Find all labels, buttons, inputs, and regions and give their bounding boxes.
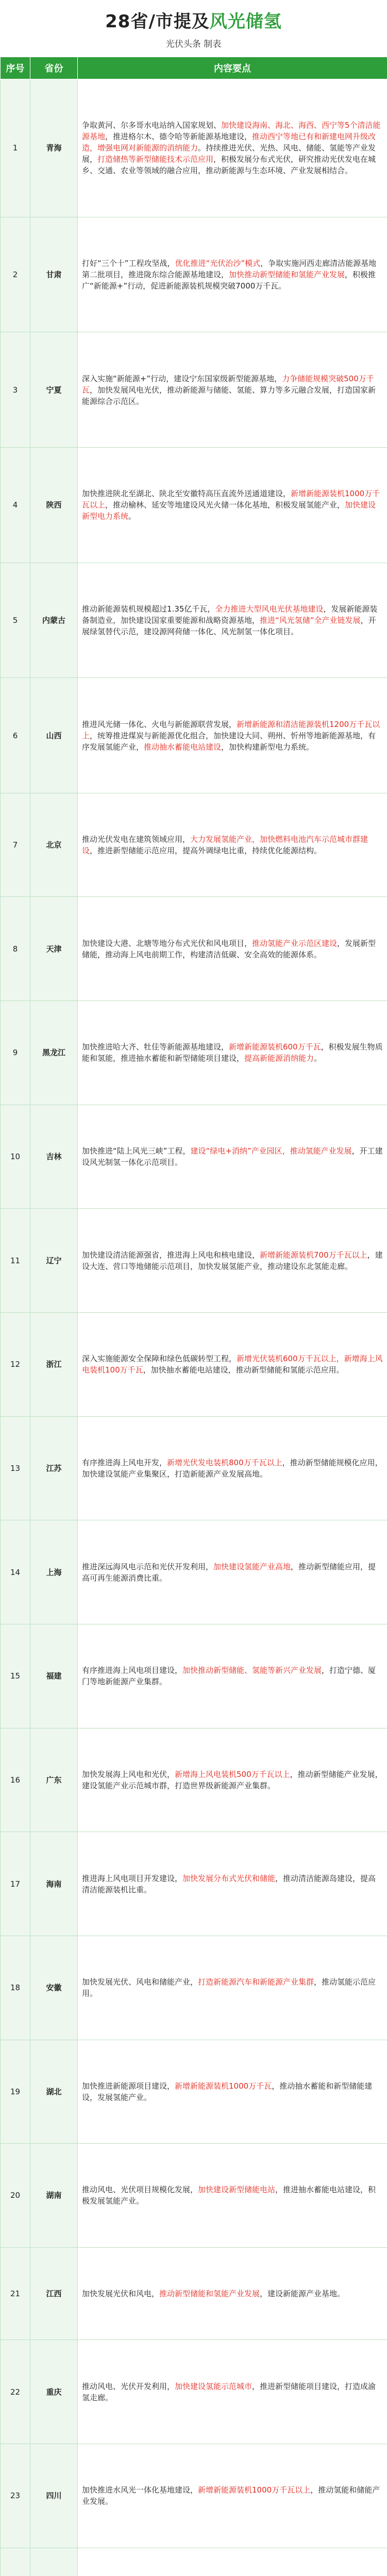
row-content	[78, 678, 387, 793]
row-province: 江苏	[30, 1416, 78, 1520]
content-highlight: 加快建设新型电力系统	[82, 500, 376, 521]
table-row	[1, 1416, 387, 1520]
content-text: 。持续推进光伏、光热、风电、储能、氢能等产业发展，	[82, 143, 376, 164]
content-highlight: 加快建设新型储能电站	[198, 2185, 276, 2195]
content-text: 推进海上风电项目开发建设，	[82, 1873, 183, 1883]
table-row	[1, 217, 387, 332]
content-text: ，统筹推进煤炭与新能源优化组合，加快建设大同、朔州、忻州等地新能源基地，有序发展氢能产业，	[82, 731, 376, 752]
content-text: 加快发展海上风电和光伏，	[82, 1769, 175, 1779]
row-content	[78, 2040, 387, 2144]
content-text: ，开工建设风光制氢一体化示范项目。	[82, 1146, 383, 1167]
table-row	[1, 1728, 387, 1832]
content-highlight: 新增新能源装机1000万千瓦以上	[198, 2485, 311, 2495]
title-highlight: 风光储氢	[209, 11, 282, 32]
table-row	[1, 2340, 387, 2444]
row-index: 2	[1, 217, 30, 332]
row-content	[78, 1001, 387, 1105]
content-highlight: 新增新能源装机1000万千瓦以上	[82, 489, 380, 510]
table-header-row	[1, 57, 387, 79]
row-index: 19	[1, 2040, 30, 2144]
row-content	[78, 897, 387, 1001]
content-text: ，加快发展风电光伏，推动新能源与储能、氢能、算力等多元融合发展，打造国家新能源综合示范区。	[82, 385, 376, 406]
row-content	[78, 563, 387, 678]
table-row	[1, 1936, 387, 2040]
content-text: ，推动氢能示范应用。	[82, 1977, 376, 1998]
row-content	[78, 1209, 387, 1313]
row-content	[78, 1416, 387, 1520]
row-province: 北京	[30, 793, 78, 897]
row-index: 17	[1, 1832, 30, 1936]
row-content	[78, 79, 387, 217]
content-highlight: 加快建设氢能示范城市	[175, 2381, 253, 2391]
content-text: 推动风电、光伏开发利用，	[82, 2381, 175, 2391]
content-highlight: 加快推动新型储能、氢能等新兴产业发展	[182, 1666, 322, 1675]
content-highlight: 加快建设海南、海北、海西、西宁等5个清洁能源基地	[82, 121, 381, 142]
content-highlight: 推进“风光氢储”全产业链发展	[260, 615, 361, 625]
table-row	[1, 332, 387, 448]
content-highlight: 新增新能源装机600万千瓦	[229, 1042, 321, 1052]
row-province: 四川	[30, 2444, 78, 2548]
row-content	[78, 1313, 387, 1417]
content-highlight: 推动新型储能和氢能产业发展	[159, 2289, 260, 2299]
content-text: 深入实施能源安全保障和绿色低碳转型工程，	[82, 1354, 237, 1364]
content-text: 争取黄河、尔多哥水电站纳入国家规划、	[82, 121, 222, 130]
content-highlight: 加快建设氢能产业高地	[213, 1562, 291, 1571]
content-text: 有序推进海上风电项目建设，	[82, 1666, 183, 1675]
content-highlight: 加快发展分布式光伏和储能	[182, 1873, 276, 1883]
row-province: 湖北	[30, 2040, 78, 2144]
content-highlight: 推动抽水蓄能电站建设	[144, 742, 222, 752]
content-highlight: 新增光伏装机600万千瓦以上，新增海上风电装机100万千瓦	[82, 1354, 383, 1375]
content-highlight: 新增新能源装机700万千瓦以上	[260, 1250, 367, 1260]
content-text: ，推进抽水蓄能电站建设，积极发展氢能产业。	[82, 2185, 376, 2206]
row-province: 福建	[30, 1624, 78, 1728]
row-index: 6	[1, 678, 30, 793]
content-highlight: 优化推进“光伏治沙”模式	[175, 258, 261, 268]
table-head	[1, 57, 387, 79]
row-province: 黑龙江	[30, 1001, 78, 1105]
row-province: 陕西	[30, 447, 78, 563]
table-row	[1, 1624, 387, 1728]
table-row	[1, 2247, 387, 2340]
content-text: ，推动新型储能应用，提高可再生能源消费比重。	[82, 1562, 376, 1583]
row-index: 15	[1, 1624, 30, 1728]
column-header-province: 省份	[30, 57, 78, 79]
content-text: ，推进新型储能项目建设，打造成渝氢走廊。	[82, 2381, 376, 2402]
content-highlight: 全力推进大型风电光伏基地建设	[215, 604, 324, 614]
row-province: 青海	[30, 79, 78, 217]
row-index: 1	[1, 79, 30, 217]
content-text: ，建设大连、营口等地储能示范项目，加快发展氢能产业，推动建设东北氢能走廊。	[82, 1250, 383, 1271]
row-content	[78, 447, 387, 563]
content-highlight: 提高新能源消纳能力	[244, 1054, 314, 1063]
content-text: 推进深远海风电示范和光伏开发利用，	[82, 1562, 214, 1571]
row-province: 重庆	[30, 2340, 78, 2444]
content-highlight: 打造储热等新型储能技术示范应用	[97, 155, 214, 164]
content-text: ，推动抽水蓄能和新型储能建设，发展氢能产业。	[82, 2081, 373, 2102]
content-text: 加快推进新能源项目建设，	[82, 2081, 175, 2091]
row-index: 22	[1, 2340, 30, 2444]
content-text: 推动风电、光伏项目规模化发展，	[82, 2185, 198, 2195]
row-index: 23	[1, 2444, 30, 2548]
row-content	[78, 332, 387, 448]
content-text: ，发展新能源装备制造业，加快建设国家重要能源和战略资源基地，	[82, 604, 378, 625]
page-subtitle: 光伏头条 制表	[165, 39, 222, 49]
content-text: 推进风光储一体化、火电与新能源联营发展，	[82, 719, 237, 729]
table-row	[1, 793, 387, 897]
row-content	[78, 1728, 387, 1832]
table-row	[1, 1001, 387, 1105]
content-text: 加快建设大港、北塘等地分布式光伏和风电项目，	[82, 938, 253, 948]
content-text: 加快推进陕北至湖北、陕北至安徽特高压直流外送通道建设，	[82, 489, 291, 499]
row-province: 内蒙古	[30, 563, 78, 678]
content-text: ，推进格尔木、德令哈等新能源基地建设，	[105, 132, 253, 142]
row-province: 浙江	[30, 1313, 78, 1417]
row-province: 江西	[30, 2247, 78, 2340]
content-text: ，推进新型储能示范应用，提高外调绿电比重，持续优化能源结构。	[90, 846, 322, 856]
page-header	[0, 0, 387, 57]
content-text: ，发展新型储能，推动海上风电前期工作，构建清洁低碳、安全高效的能源体系。	[82, 938, 376, 959]
content-text: 加快推进水风光一体化基地建设，	[82, 2485, 198, 2495]
content-highlight: 新增海上风电装机500万千瓦以上	[175, 1769, 290, 1779]
content-text: ，积极推广“新能源+”行动，促进新能源装机规模突破7000万千瓦。	[82, 269, 376, 291]
content-text: 打好“三个十”工程攻坚战，	[82, 258, 175, 268]
table-row	[1, 1520, 387, 1624]
row-index: 7	[1, 793, 30, 897]
content-highlight: 新增新能源装机1000万千瓦	[175, 2081, 272, 2091]
row-index: 14	[1, 1520, 30, 1624]
content-text: 加快建设清洁能源强省，推进海上风电和核电建设，	[82, 1250, 260, 1260]
row-index: 8	[1, 897, 30, 1001]
row-index: 9	[1, 1001, 30, 1105]
content-text: ，推动新型储能产业发展，建设氢能产业示范城市群，打造世界级新能源产业集群。	[82, 1769, 383, 1790]
content-text: 加快发展光伏和风电，	[82, 2289, 160, 2299]
content-text: ，推动氢能和储能产业发展。	[82, 2485, 380, 2506]
content-highlight: 新增光伏发电装机800万千瓦以上	[167, 1458, 282, 1467]
page-title	[0, 0, 387, 32]
table-body	[1, 79, 387, 2576]
row-content	[78, 793, 387, 897]
content-text: 加快推进“陆上风光三峡”工程，	[82, 1146, 191, 1156]
content-text: ，积极发展分布式光伏，研究推动光伏发电在城乡、交通、农业等领域的融合应用，推动新能源与生态环境、产业发展相结合。	[82, 155, 376, 176]
row-content	[78, 1832, 387, 1936]
content-text: ，开展绿氢替代示范，建设源网荷储一体化、风光制氢一体化项目。	[82, 615, 376, 636]
row-index: 4	[1, 447, 30, 563]
content-text: 推动新能源装机规模超过1.35亿千瓦，	[82, 604, 215, 614]
title-prefix: 28省/市提及	[105, 11, 210, 32]
row-content	[78, 2247, 387, 2340]
content-text: ，推动榆林、延安等地建设风光火储一体化基地，积极发展氢能产业，	[105, 500, 345, 510]
content-text: 有序推进海上风电开发，	[82, 1458, 167, 1467]
content-text: ，建设新能源产业基地。	[260, 2289, 345, 2299]
content-highlight: 力争储能规模突破500万千瓦	[82, 374, 374, 395]
row-index: 21	[1, 2247, 30, 2340]
row-content	[78, 1520, 387, 1624]
row-province: 甘肃	[30, 217, 78, 332]
table-row	[1, 2444, 387, 2548]
content-text: 深入实施“新能源+”行动，建设宁东国家级新型能源基地，	[82, 374, 282, 383]
row-province: 上海	[30, 1520, 78, 1624]
content-text: 加快发展光伏、风电和储能产业，	[82, 1977, 198, 1987]
table-row	[1, 2144, 387, 2248]
content-text: ，推动新型储能规模化应用，加快建设氢能产业集聚区，打造新能源产业发展高地。	[82, 1458, 383, 1479]
content-highlight: 建设“绿电+消纳”产业园区，推动氢能产业发展	[190, 1146, 352, 1156]
table-row	[1, 2548, 387, 2576]
content-text: 。	[314, 1054, 322, 1063]
content-text: ，加快抽水蓄能电站建设，推动新型储能和氢能示范应用。	[143, 1365, 344, 1375]
column-header-content: 内容要点	[78, 57, 387, 79]
content-highlight: 加快推动新型储能和氢能产业发展	[229, 269, 345, 279]
provinces-table	[0, 57, 387, 2576]
row-index	[1, 2548, 30, 2576]
content-highlight: 打造新能源汽车和新能源产业集群	[198, 1977, 314, 1987]
content-text: ，积极发展生物质能和氢能，推进抽水蓄能和新型储能项目建设，	[82, 1042, 383, 1063]
content-text: 。	[128, 512, 137, 521]
row-province: 辽宁	[30, 1209, 78, 1313]
row-province: 安徽	[30, 1936, 78, 2040]
row-index: 11	[1, 1209, 30, 1313]
content-text: ，加快构建新型电力系统。	[221, 742, 314, 752]
row-index: 20	[1, 2144, 30, 2248]
row-index: 16	[1, 1728, 30, 1832]
row-content	[78, 2548, 387, 2576]
table-row	[1, 897, 387, 1001]
row-province: 湖南	[30, 2144, 78, 2248]
row-province: 海南	[30, 1832, 78, 1936]
table-row	[1, 2040, 387, 2144]
table-row	[1, 1105, 387, 1209]
row-index: 10	[1, 1105, 30, 1209]
row-index: 5	[1, 563, 30, 678]
content-highlight: 新增新能源和清洁能源装机1200万千瓦以上	[82, 719, 380, 740]
table-row	[1, 1832, 387, 1936]
content-text: 加快推进哈大齐、牡佳等新能源基地建设，	[82, 1042, 229, 1052]
row-content	[78, 217, 387, 332]
table-row	[1, 678, 387, 793]
table-row	[1, 1209, 387, 1313]
row-index: 12	[1, 1313, 30, 1417]
row-content	[78, 1105, 387, 1209]
row-province	[30, 2548, 78, 2576]
row-index: 18	[1, 1936, 30, 2040]
table-row	[1, 1313, 387, 1417]
row-content	[78, 2444, 387, 2548]
row-content	[78, 2144, 387, 2248]
row-province: 山西	[30, 678, 78, 793]
table-row	[1, 563, 387, 678]
content-highlight: 大力发展氢能产业，加快燃料电池汽车示范城市群建设	[82, 835, 368, 856]
row-province: 宁夏	[30, 332, 78, 448]
row-content	[78, 1936, 387, 2040]
row-content	[78, 1624, 387, 1728]
content-text: ，争取实施河西走廊清洁能源基地第二批项目，推进陇东综合能源基地建设，	[82, 258, 377, 279]
content-highlight: 推动西宁等地已有和新建电网升级改造，增强电网对新能源的消纳能力	[82, 132, 376, 153]
row-province: 吉林	[30, 1105, 78, 1209]
content-text: 推动光伏发电在建筑领域应用，	[82, 835, 191, 844]
table-row	[1, 79, 387, 217]
content-text: ，打造宁德、厦门等地新能源产业集群。	[82, 1666, 376, 1687]
row-province: 广东	[30, 1728, 78, 1832]
column-header-index: 序号	[1, 57, 30, 79]
content-text: ，推动清洁能源岛建设，提高清洁能源装机比重。	[82, 1873, 376, 1894]
row-content	[78, 2340, 387, 2444]
row-index: 13	[1, 1416, 30, 1520]
content-highlight: 推动氢能产业示范区建设	[252, 938, 338, 948]
row-province: 天津	[30, 897, 78, 1001]
table-row	[1, 447, 387, 563]
row-index: 3	[1, 332, 30, 448]
